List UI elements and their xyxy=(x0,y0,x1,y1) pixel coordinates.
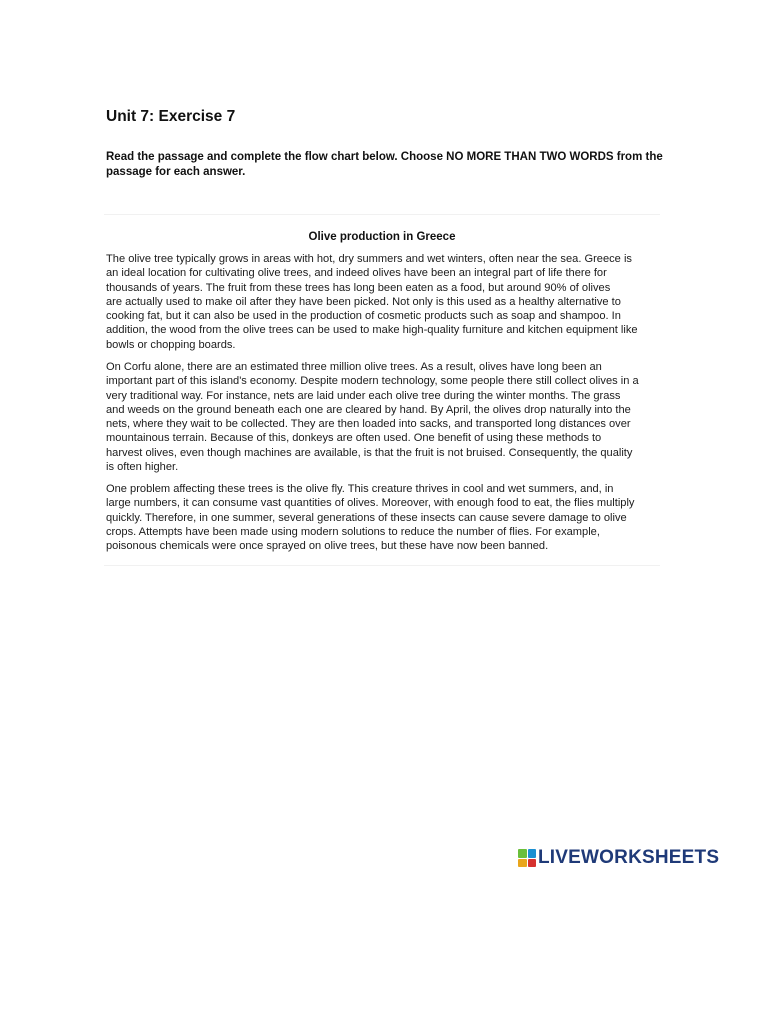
liveworksheets-logo[interactable] xyxy=(518,848,719,868)
passage-title: Olive production in Greece xyxy=(308,231,456,243)
liveworksheets-logo-icon xyxy=(518,849,536,867)
instructions-text: Read the passage and complete the flow chart below. Choose NO MORE THAN TWO WORDS from the passage for each answer. xyxy=(106,151,663,178)
passage-paragraph-3: One problem affecting these trees is the olive fly. This creature thrives in cool and wet summers, and, in large numbers, it can consume vast quantities of olives. Moreover, with enough food to eat, the flies multiply quickly. Therefore, in one summer, several generations of these insects can cause severe damage to olive crops. Attempts have been made using modern solutions to reduce the number of flies. For example, poisonous chemicals were once sprayed on olive trees, but these have now been banned. xyxy=(106,483,635,553)
passage-paragraph-2: On Corfu alone, there are an estimated three million olive trees. As a result, olives have long been an important part of this island's economy. Despite modern technology, some people there still collect olives in a very traditional way. For instance, nets are laid under each olive tree during the winter months. The grass and weeds on the ground beneath each one are cleared by hand. By April, the olives drop naturally into the nets, where they wait to be collected. They are then loaded into sacks, and transported long distances over mountainous terrain. Because of this, donkeys are often used. One benefit of using these methods to harvest olives, even though machines are available, is that the fruit is not bruised. Consequently, the quality is often higher. xyxy=(106,361,639,474)
passage-box xyxy=(104,214,660,566)
passage-paragraph-1: The olive tree typically grows in areas with hot, dry summers and wet winters, often near the sea. Greece is an ideal location for cultivating olive trees, and indeed olives have been an integral part of life there for thousands of years. The fruit from these trees has long been eaten as a food, but around 90% of olives are actually used to make oil after they have been picked. Not only is this used as a healthy alternative to cooking fat, but it can also be used in the production of cosmetic products such as soap and shampoo. In addition, the wood from the olive trees can be used to make high-quality furniture and kitchen equipment like bowls or chopping boards. xyxy=(106,253,638,351)
logo-text: LIVEWORKSHEETS xyxy=(538,847,720,868)
page-title: Unit 7: Exercise 7 xyxy=(106,108,236,125)
